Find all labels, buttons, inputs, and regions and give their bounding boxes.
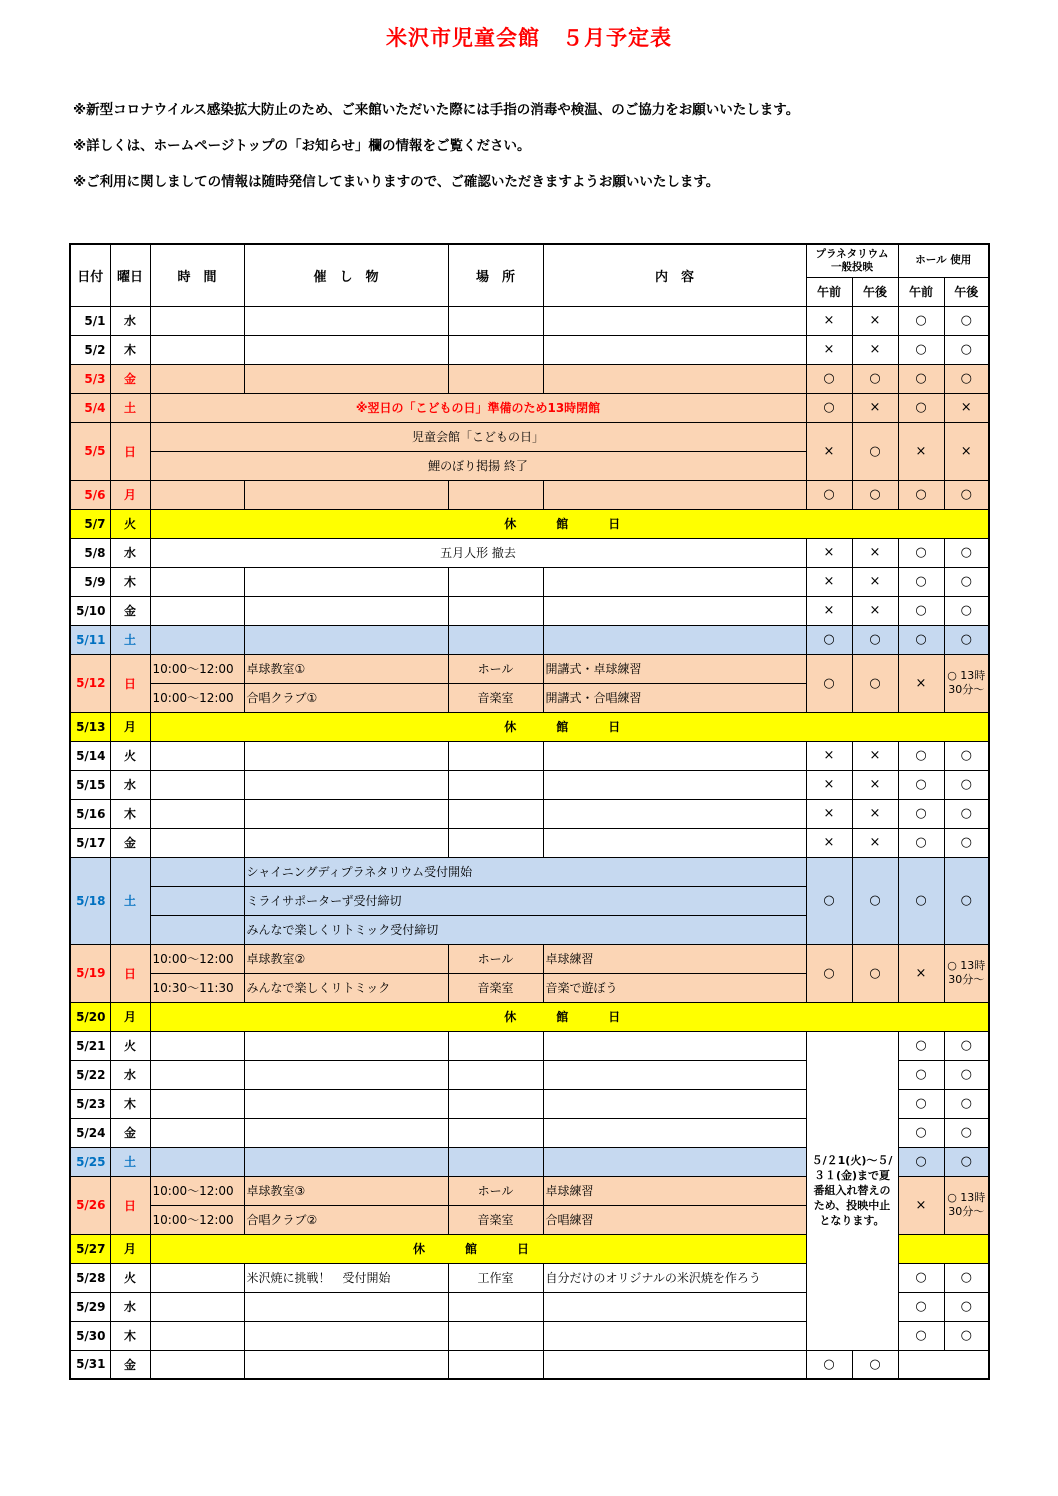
mark-cell: ○ <box>898 1089 944 1118</box>
time-cell: 10:00～12:00 <box>150 944 244 973</box>
dow-cell: 木 <box>110 1321 150 1350</box>
dow-cell: 金 <box>110 1350 150 1379</box>
dow-cell: 日 <box>110 654 150 712</box>
table-row <box>70 712 989 741</box>
dow-cell: 金 <box>110 828 150 857</box>
closed-cell: 休 館 日 <box>150 1234 806 1263</box>
mark-cell: ○ <box>806 944 852 1002</box>
mark-cell: ○ <box>898 480 944 509</box>
date-cell: 5/29 <box>70 1292 110 1321</box>
mark-cell: × <box>852 799 898 828</box>
mark-cell: ○ <box>944 306 989 335</box>
content-cell: 開講式・卓球練習 <box>543 654 806 683</box>
dow-cell: 水 <box>110 538 150 567</box>
schedule-table <box>69 243 990 1380</box>
date-cell: 5/16 <box>70 799 110 828</box>
event-cell: 卓球教室③ <box>244 1176 448 1205</box>
mark-cell: ○ <box>852 422 898 480</box>
content-cell: 卓球練習 <box>543 944 806 973</box>
mark-cell: ○ <box>944 1060 989 1089</box>
dow-cell: 火 <box>110 509 150 538</box>
dow-cell: 火 <box>110 1031 150 1060</box>
mark-cell: × <box>898 422 944 480</box>
mark-cell: × <box>852 567 898 596</box>
mark-cell: ○ <box>898 770 944 799</box>
mark-cell: ○ <box>852 625 898 654</box>
mark-cell: ○ <box>898 567 944 596</box>
table-row <box>70 364 989 393</box>
dow-cell: 月 <box>110 712 150 741</box>
closed-cell: 休 館 日 <box>150 509 989 538</box>
notice-line: ※ご利用に関しましての情報は随時発信してまいりますので、ご確認いただきますようお願いいたします。 <box>73 174 720 190</box>
mark-cell: ○ <box>944 1263 989 1292</box>
date-cell: 5/7 <box>70 509 110 538</box>
event-cell: 卓球教室② <box>244 944 448 973</box>
mark-cell: ○ <box>852 1350 898 1379</box>
date-cell: 5/5 <box>70 422 110 480</box>
content-cell: 音楽で遊ぼう <box>543 973 806 1002</box>
table-row <box>70 422 989 451</box>
table-row <box>70 741 989 770</box>
mark-cell: ○ 13時30分～ <box>944 1176 989 1234</box>
mark-cell: ○ <box>944 741 989 770</box>
mark-cell: ○ <box>898 741 944 770</box>
header-content: 内 容 <box>543 244 806 306</box>
event-cell: 卓球教室① <box>244 654 448 683</box>
table-row <box>70 625 989 654</box>
mark-cell: ○ <box>944 596 989 625</box>
time-cell: 10:00～12:00 <box>150 1176 244 1205</box>
content-cell: 合唱練習 <box>543 1205 806 1234</box>
date-cell: 5/4 <box>70 393 110 422</box>
dow-cell: 月 <box>110 1002 150 1031</box>
dow-cell: 木 <box>110 335 150 364</box>
mark-cell: ○ <box>944 1321 989 1350</box>
date-cell: 5/20 <box>70 1002 110 1031</box>
date-cell: 5/21 <box>70 1031 110 1060</box>
header-event: 催 し 物 <box>244 244 448 306</box>
table-row <box>70 393 989 422</box>
mark-cell: ○ <box>944 857 989 944</box>
mark-cell: ○ <box>898 596 944 625</box>
table-row <box>70 538 989 567</box>
mark-cell: ○ <box>944 1118 989 1147</box>
event-cell: 米沢焼に挑戦！ 受付開始 <box>244 1263 448 1292</box>
mark-cell: ○ <box>944 538 989 567</box>
table-row <box>70 654 989 683</box>
mark-cell: ○ <box>898 393 944 422</box>
dow-cell: 木 <box>110 567 150 596</box>
mark-cell: ○ <box>944 1147 989 1176</box>
table-row <box>70 1031 989 1060</box>
time-cell: 10:00～12:00 <box>150 654 244 683</box>
mark-cell: ○ <box>898 335 944 364</box>
place-cell: ホール <box>448 654 543 683</box>
mark-cell: ○ <box>898 1031 944 1060</box>
dow-cell: 月 <box>110 1234 150 1263</box>
date-cell: 5/2 <box>70 335 110 364</box>
mark-cell: × <box>852 538 898 567</box>
mark-cell: ○ <box>898 364 944 393</box>
header-am: 午前 <box>898 277 944 306</box>
mark-cell: ○ <box>944 364 989 393</box>
mark-cell: ○ <box>944 770 989 799</box>
mark-cell: ○ <box>898 306 944 335</box>
header-pm: 午後 <box>944 277 989 306</box>
date-cell: 5/12 <box>70 654 110 712</box>
mark-cell: ○ <box>852 654 898 712</box>
mark-cell: × <box>806 335 852 364</box>
notice-cell: みんなで楽しくリトミック受付締切 <box>244 915 806 944</box>
mark-cell: ○ <box>806 480 852 509</box>
dow-cell: 金 <box>110 596 150 625</box>
mark-cell: ○ <box>852 857 898 944</box>
mark-cell: × <box>852 335 898 364</box>
notice-cell: ミライサポーターず受付締切 <box>244 886 806 915</box>
notice-cell: 児童会館「こどもの日」 <box>150 422 806 451</box>
date-cell: 5/15 <box>70 770 110 799</box>
header-time: 時 間 <box>150 244 244 306</box>
table-row <box>70 799 989 828</box>
date-cell: 5/19 <box>70 944 110 1002</box>
mark-cell: ○ <box>944 480 989 509</box>
date-cell: 5/1 <box>70 306 110 335</box>
mark-cell: ○ <box>898 1060 944 1089</box>
place-cell: 音楽室 <box>448 683 543 712</box>
dow-cell: 水 <box>110 306 150 335</box>
event-cell: 合唱クラブ① <box>244 683 448 712</box>
date-cell: 5/31 <box>70 1350 110 1379</box>
table-row <box>70 567 989 596</box>
date-cell: 5/18 <box>70 857 110 944</box>
time-cell: 10:30～11:30 <box>150 973 244 1002</box>
table-row <box>70 1002 989 1031</box>
dow-cell: 日 <box>110 1176 150 1234</box>
table-row <box>70 828 989 857</box>
mark-cell: ○ <box>944 625 989 654</box>
dow-cell: 土 <box>110 393 150 422</box>
mark-cell: ○ <box>898 1321 944 1350</box>
page-title: 米沢市児童会館 ５月予定表 <box>386 26 672 50</box>
closed-cell: 休 館 日 <box>150 1002 989 1031</box>
time-cell <box>150 1263 244 1292</box>
mark-cell: ○ <box>944 1031 989 1060</box>
mark-cell: × <box>806 799 852 828</box>
date-cell: 5/26 <box>70 1176 110 1234</box>
mark-cell: × <box>898 1176 944 1234</box>
table-row <box>70 596 989 625</box>
mark-cell: ○ <box>852 364 898 393</box>
dow-cell: 土 <box>110 857 150 944</box>
header-place: 場 所 <box>448 244 543 306</box>
mark-cell: ○ <box>898 857 944 944</box>
time-cell: 10:00～12:00 <box>150 683 244 712</box>
dow-cell: 金 <box>110 1118 150 1147</box>
mark-cell: ○ <box>806 625 852 654</box>
mark-cell: × <box>944 393 989 422</box>
event-cell: みんなで楽しくリトミック <box>244 973 448 1002</box>
dow-cell: 木 <box>110 1089 150 1118</box>
mark-cell: ○ <box>852 944 898 1002</box>
date-cell: 5/11 <box>70 625 110 654</box>
notice-list <box>73 99 1033 207</box>
mark-cell: ○ <box>806 1350 852 1379</box>
mark-cell: × <box>806 422 852 480</box>
mark-cell: ○ <box>898 1263 944 1292</box>
dow-cell: 月 <box>110 480 150 509</box>
time-cell: 10:00～12:00 <box>150 1205 244 1234</box>
table-row <box>70 857 989 886</box>
date-cell: 5/27 <box>70 1234 110 1263</box>
dow-cell: 木 <box>110 799 150 828</box>
header-am: 午前 <box>806 277 852 306</box>
dow-cell: 土 <box>110 1147 150 1176</box>
notice-line: ※詳しくは、ホームページトップの「お知らせ」欄の情報をご覧ください。 <box>73 138 531 154</box>
mark-cell: × <box>852 828 898 857</box>
notice-cell: 五月人形 撤去 <box>150 538 806 567</box>
mark-cell: ○ <box>898 828 944 857</box>
dow-cell: 水 <box>110 1292 150 1321</box>
mark-cell: × <box>852 770 898 799</box>
date-cell: 5/9 <box>70 567 110 596</box>
mark-cell: × <box>806 770 852 799</box>
mark-cell: ○ <box>944 1089 989 1118</box>
mark-cell: ○ <box>806 654 852 712</box>
mark-cell: ○ <box>852 480 898 509</box>
mark-cell: ○ <box>898 1118 944 1147</box>
dow-cell: 水 <box>110 770 150 799</box>
mark-cell: ○ <box>898 538 944 567</box>
mark-cell: ○ <box>806 364 852 393</box>
date-cell: 5/24 <box>70 1118 110 1147</box>
place-cell: 音楽室 <box>448 1205 543 1234</box>
dow-cell: 水 <box>110 1060 150 1089</box>
mark-cell: × <box>944 422 989 480</box>
mark-cell: × <box>852 741 898 770</box>
place-cell: ホール <box>448 1176 543 1205</box>
mark-cell: × <box>806 596 852 625</box>
mark-cell: ○ <box>806 857 852 944</box>
mark-cell: × <box>852 306 898 335</box>
mark-cell: ○ <box>898 1147 944 1176</box>
notice-cell: 鯉のぼり掲揚 終了 <box>150 451 806 480</box>
table-row <box>70 770 989 799</box>
dow-cell: 金 <box>110 364 150 393</box>
dow-cell: 土 <box>110 625 150 654</box>
date-cell: 5/30 <box>70 1321 110 1350</box>
date-cell: 5/14 <box>70 741 110 770</box>
place-cell: 音楽室 <box>448 973 543 1002</box>
date-cell: 5/23 <box>70 1089 110 1118</box>
dow-cell: 火 <box>110 741 150 770</box>
date-cell: 5/22 <box>70 1060 110 1089</box>
mark-cell: ○ <box>806 393 852 422</box>
notice-cell: シャイニングディプラネタリウム受付開始 <box>244 857 806 886</box>
mark-cell: × <box>898 944 944 1002</box>
date-cell: 5/17 <box>70 828 110 857</box>
table-row <box>70 335 989 364</box>
table-row <box>70 480 989 509</box>
mark-cell: ○ 13時30分～ <box>944 944 989 1002</box>
header-pm: 午後 <box>852 277 898 306</box>
table-row <box>70 509 989 538</box>
mark-cell: × <box>852 393 898 422</box>
date-cell: 5/3 <box>70 364 110 393</box>
mark-cell: × <box>806 538 852 567</box>
header-planetarium: プラネタリウム 一般投映 <box>806 244 898 277</box>
place-cell: 工作室 <box>448 1263 543 1292</box>
mark-cell: ○ <box>898 1292 944 1321</box>
mark-cell: × <box>806 567 852 596</box>
dow-cell: 火 <box>110 1263 150 1292</box>
mark-cell: ○ <box>944 799 989 828</box>
notice-cell: ※翌日の「こどもの日」準備のため13時閉館 <box>150 393 806 422</box>
mark-cell: ○ <box>944 828 989 857</box>
table-row <box>70 944 989 973</box>
mark-cell: ○ <box>898 625 944 654</box>
content-cell: 卓球練習 <box>543 1176 806 1205</box>
mark-cell: × <box>806 741 852 770</box>
content-cell: 開講式・合唱練習 <box>543 683 806 712</box>
mark-cell: × <box>898 654 944 712</box>
header-row <box>70 244 989 277</box>
mark-cell: × <box>806 306 852 335</box>
dow-cell: 日 <box>110 422 150 480</box>
mark-cell: × <box>806 828 852 857</box>
notice-line: ※新型コロナウイルス感染拡大防止のため、ご来館いただいた際には手指の消毒や検温、のご協力をお願いいたします。 <box>73 102 800 118</box>
mark-cell: ○ <box>898 799 944 828</box>
date-cell: 5/28 <box>70 1263 110 1292</box>
header-hall: ホール 使用 <box>898 244 989 277</box>
mark-cell: ○ <box>944 1292 989 1321</box>
event-cell: 合唱クラブ② <box>244 1205 448 1234</box>
header-date: 日付 <box>70 244 110 306</box>
table-row <box>70 306 989 335</box>
planetarium-stop-notice: ５/２1(火)～５/３１(金)まで夏番組入れ替えのため、投映中止となります。 <box>806 1031 898 1350</box>
mark-cell: ○ 13時30分～ <box>944 654 989 712</box>
mark-cell: ○ <box>944 567 989 596</box>
mark-cell: ○ <box>944 335 989 364</box>
content-cell: 自分だけのオリジナルの米沢焼を作ろう <box>543 1263 806 1292</box>
mark-cell: × <box>852 596 898 625</box>
date-cell: 5/10 <box>70 596 110 625</box>
date-cell: 5/8 <box>70 538 110 567</box>
place-cell: ホール <box>448 944 543 973</box>
closed-cell: 休 館 日 <box>150 712 989 741</box>
header-dow: 曜日 <box>110 244 150 306</box>
table-row <box>70 1350 989 1379</box>
date-cell: 5/13 <box>70 712 110 741</box>
date-cell: 5/6 <box>70 480 110 509</box>
dow-cell: 日 <box>110 944 150 1002</box>
date-cell: 5/25 <box>70 1147 110 1176</box>
